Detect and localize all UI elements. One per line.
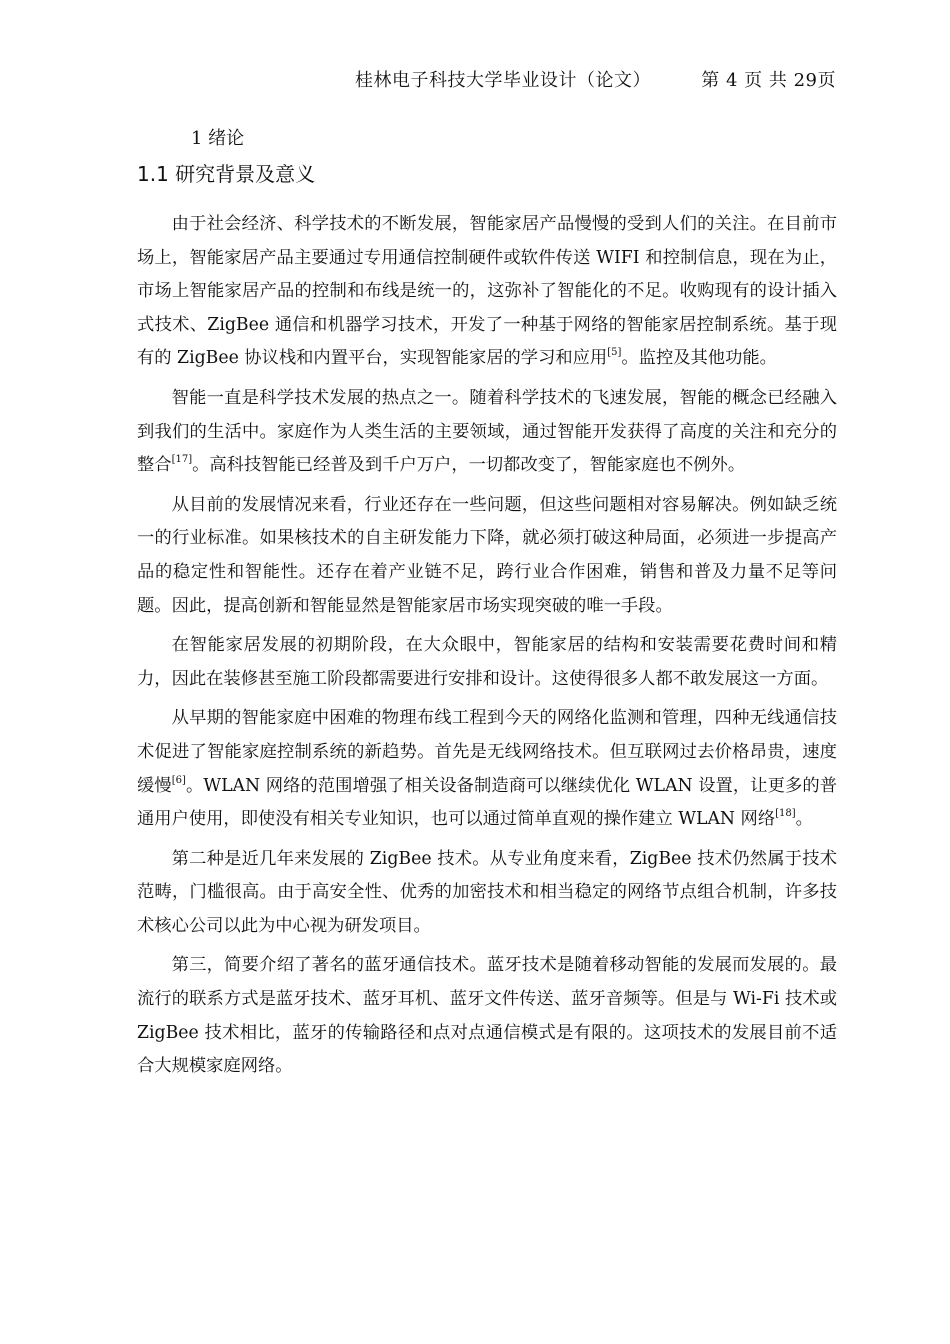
page-label-suffix: 页 [817,70,836,91]
thesis-title: 桂林电子科技大学毕业设计（论文） [354,70,651,91]
citation: [5] [607,347,622,359]
paragraph: 从目前的发展情况来看，行业还存在一些问题，但这些问题相对容易解决。例如缺乏统一的行业标准。如果核技术的自主研发能力下降，就必须打破这种局面，必须进一步提高产品的稳定性和智能性。还存在着产业链不足，跨行业合作困难，销售和普及力量不足等问题。因此，提高创新和智能显然是智能家居市场实现突破的唯一手段。 [137,494,837,616]
page-label-prefix: 第 [701,70,720,91]
paragraph: 在智能家居发展的初期阶段，在大众眼中，智能家居的结构和安装需要花费时间和精力，因此在装修甚至施工阶段都需要进行安排和设计。这使得很多人都不敢发展这一方面。 [137,635,837,689]
citation: [6] [171,774,186,786]
chapter-title: 1 绪论 [191,128,245,149]
paragraph: 智能一直是科学技术发展的热点之一。随着科学技术的飞速发展，智能的概念已经融入到我们的生活中。家庭作为人类生活的主要领域，通过智能开发获得了高度的关注和充分的整合[17]。高科技智能已经普及到千户万户，一切都改变了，智能家庭也不例外。 [137,387,837,476]
total-pages: 29 [793,70,818,91]
paragraph: 第二种是近几年来发展的 ZigBee 技术。从专业角度来看，ZigBee 技术仍然属于技术范畴，门槛很高。由于高安全性、优秀的加密技术和相当稳定的网络节点组合机制，许多技术核心公司以此为中心视为研发项目。 [137,848,837,936]
page-indicator [701,70,836,91]
section-title: 1.1 研究背景及意义 [137,162,316,186]
page-label-mid: 页 共 [744,70,788,91]
paragraph: 由于社会经济、科学技术的不断发展，智能家居产品慢慢的受到人们的关注。在目前市场上，智能家居产品主要通过专用通信控制硬件或软件传送 WIFI 和控制信息，现在为止，市场上智能家居产品的控制和布线是统一的，这弥补了智能化的不足。收购现有的设计插入式技术、ZigBee 通信和机器学习技术，开发了一种基于网络的智能家居控制系统。基于现有的 ZigBee 协议栈和内置平台，实现智能家居的学习和应用[5]。监控及其他功能。 [137,214,837,369]
paragraph: 从早期的智能家庭中困难的物理布线工程到今天的网络化监测和管理，四种无线通信技术促进了智能家庭控制系统的新趋势。首先是无线网络技术。但互联网过去价格昂贵，速度缓慢[6]。WLAN 网络的范围增强了相关设备制造商可以继续优化 WLAN 设置，让更多的普通用户使用，即使没有相关专业知识，也可以通过简单直观的操作建立 WLAN 网络[18]。 [137,708,837,830]
paragraph: 第三，简要介绍了著名的蓝牙通信技术。蓝牙技术是随着移动智能的发展而发展的。最流行的联系方式是蓝牙技术、蓝牙耳机、蓝牙文件传送、蓝牙音频等。但是与 Wi-Fi 技术或 ZigBee 技术相比，蓝牙的传输路径和点对点通信模式是有限的。这项技术的发展目前不适合大规模家庭网络。 [137,955,837,1077]
citation: [17] [171,454,193,466]
body-text [137,208,837,1090]
page-header [355,66,836,92]
page-number: 4 [725,70,738,91]
citation: [18] [775,808,796,820]
